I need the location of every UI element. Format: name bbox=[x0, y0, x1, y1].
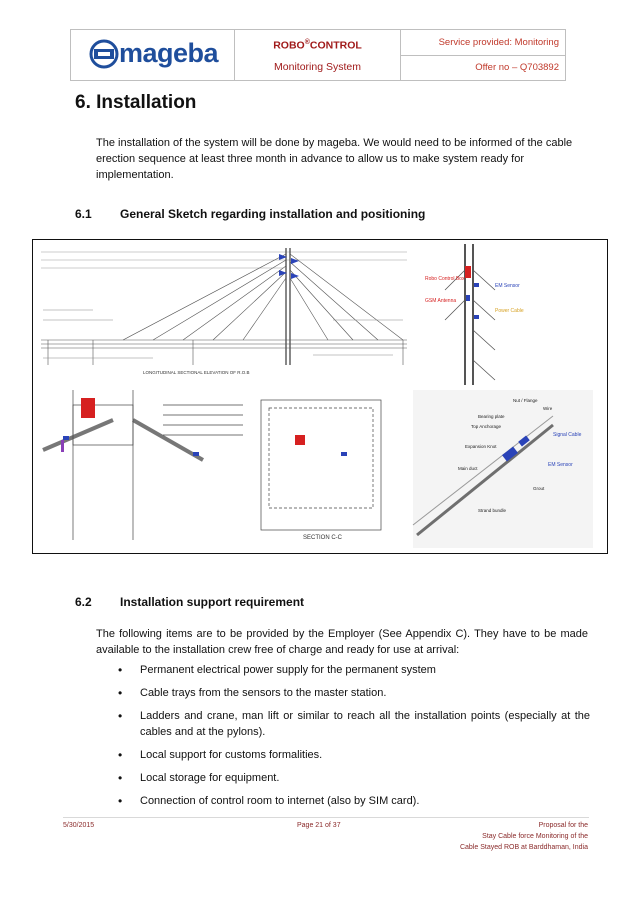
logo-cell bbox=[71, 30, 235, 80]
footer-date: 5/30/2015 bbox=[63, 822, 95, 829]
section-title: Installation support requirement bbox=[120, 595, 305, 609]
label-section-cc: SECTION C-C bbox=[303, 535, 342, 541]
product-name: ROBO®CONTROL bbox=[273, 39, 362, 52]
list-item: • Permanent electrical power supply for the permanent system bbox=[118, 662, 590, 678]
list-item: • Cable trays from the sensors to the master station. bbox=[118, 685, 590, 701]
elevation-caption: LONGITUDINAL SECTIONAL ELEVATION OF R.O.B bbox=[143, 370, 250, 375]
label-em-sensor: EM Sensor bbox=[495, 283, 520, 289]
footer-divider bbox=[63, 817, 589, 818]
product-cell bbox=[235, 30, 401, 80]
section-cc-detail bbox=[261, 400, 381, 530]
label-gsm: GSM Antenna bbox=[425, 298, 457, 304]
footer-proposal-2: Stay Cable force Monitoring of the bbox=[482, 833, 588, 840]
offer-number: Offer no – Q703892 bbox=[475, 62, 559, 73]
offer-cell bbox=[401, 30, 565, 80]
label-power-cable: Power Cable bbox=[495, 308, 524, 314]
header-table bbox=[70, 29, 566, 81]
pylon-detail bbox=[445, 244, 495, 385]
section-6-intro: The installation of the system will be done by mageba. We would need to be informed of the cable erection sequence at least three month in advance to allow us to make system ready for implementation. bbox=[96, 137, 573, 181]
requirements-list bbox=[118, 662, 590, 816]
label-wire: Wire bbox=[543, 406, 553, 411]
footer-proposal-1: Proposal for the bbox=[538, 822, 588, 829]
service-text: Service provided: Monitoring bbox=[438, 37, 559, 48]
section-number: 6.2 bbox=[75, 595, 92, 609]
sketch-drawing bbox=[33, 240, 607, 553]
label-strand: Strand bundle bbox=[478, 508, 507, 513]
label-grout: Grout bbox=[533, 486, 545, 491]
list-item: • Local storage for equipment. bbox=[118, 770, 590, 786]
label-top-anchor: Top Anchorage bbox=[471, 424, 502, 429]
section-6-2-intro: The following items are to be provided by the Employer (See Appendix C). They have to be made available to the installation crew free of charge and ready for use at arrival: bbox=[96, 628, 588, 656]
footer-proposal-3: Cable Stayed ROB at Barddhaman, India bbox=[459, 844, 588, 851]
label-main-duct: Main duct bbox=[458, 466, 478, 471]
label-em-sensor-2: EM Sensor bbox=[548, 462, 573, 468]
logo-text: mageba bbox=[119, 38, 219, 68]
anchorage-detail-left bbox=[43, 390, 243, 540]
bridge-elevation bbox=[41, 248, 407, 365]
system-name: Monitoring System bbox=[274, 61, 361, 73]
section-number: 6.1 bbox=[75, 207, 92, 221]
label-bearing: Bearing plate bbox=[478, 414, 505, 419]
label-robo-box: Robo Control Box bbox=[425, 276, 465, 282]
list-item: • Ladders and crane, man lift or similar to reach all the installation points (especially at the cables and at the pylons). bbox=[118, 708, 590, 740]
label-nut: Nut / Flange bbox=[513, 398, 538, 403]
label-signal-cable: Signal Cable bbox=[553, 432, 582, 438]
installation-sketch-figure bbox=[32, 239, 608, 554]
label-expansion: Expansion Knot bbox=[465, 444, 497, 449]
section-6-title: 6. Installation bbox=[75, 92, 197, 113]
robo-control-box bbox=[465, 266, 471, 278]
mageba-logo-icon bbox=[89, 39, 119, 69]
footer-page: Page 21 of 37 bbox=[297, 822, 341, 829]
list-item: • Local support for customs formalities. bbox=[118, 747, 590, 763]
section-title: General Sketch regarding installation and positioning bbox=[120, 207, 426, 221]
sensor-markers bbox=[279, 254, 299, 279]
list-item: • Connection of control room to internet (also by SIM card). bbox=[118, 793, 590, 809]
